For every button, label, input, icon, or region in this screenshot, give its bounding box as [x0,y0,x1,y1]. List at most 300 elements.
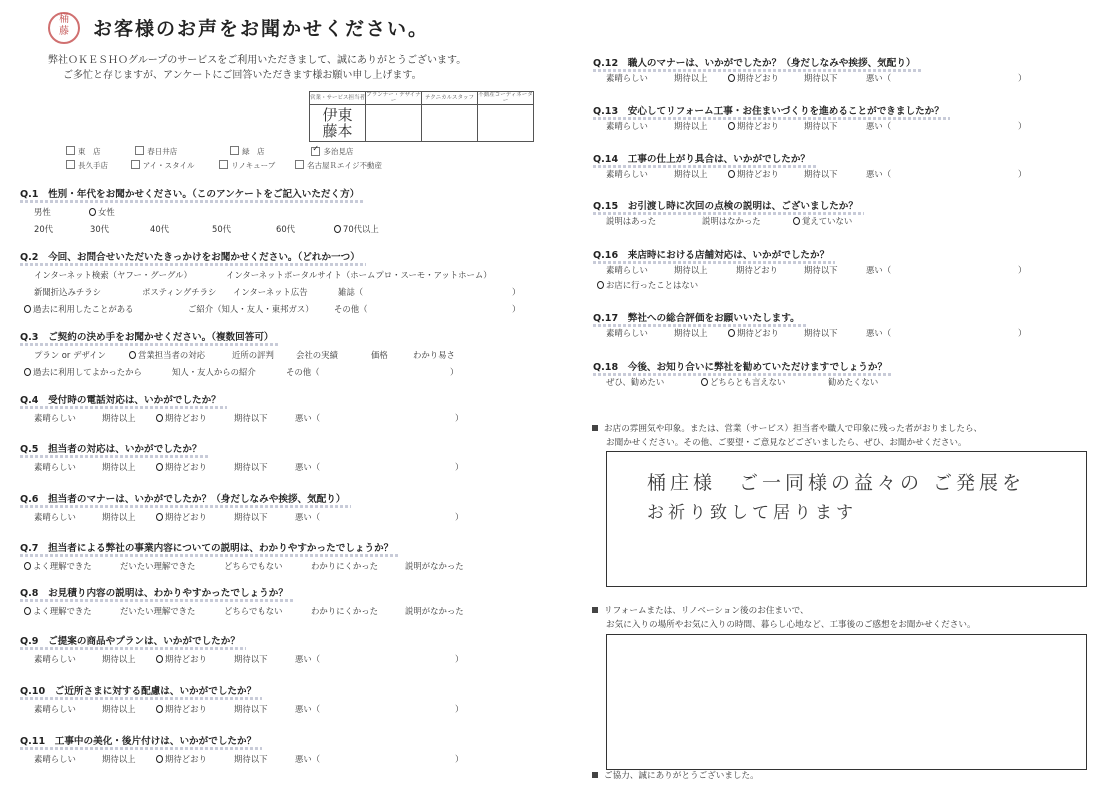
answer-option-label: どちらでもない [224,561,283,571]
answer-option[interactable] [276,223,295,235]
answer-option[interactable] [296,349,338,361]
right-question-6: Q.18 今後、お知り合いに弊社を勧めていただけますでしょうか？ [593,359,887,373]
question-underline [20,505,351,508]
answer-option-label: 期待どおり [165,462,207,472]
circled-selection-icon [597,281,604,289]
answer-option-label: だいたい理解できた [120,606,196,616]
answer-option[interactable] [405,605,464,617]
answer-option-label: 近所の評判 [232,350,274,360]
answer-option-label: わかり易さ [413,350,455,360]
answer-option[interactable] [311,560,378,572]
answer-option-label: 素晴らしい [34,654,76,664]
answer-option[interactable] [286,366,320,378]
circled-selection-icon [156,655,163,663]
answer-option-label: 期待以上 [102,512,136,522]
comment1-label: お店の雰囲気や印象。または、営業（サービス）担当者や職人で印象に残った者がおりましたら、 [592,422,982,434]
right-question-0: Q.12 職人のマナーは、いかがでしたか？（身だしなみや挨拶、気配り） [593,55,916,69]
comment1-label-2: お聞かせください。その他、ご要望・ご意見などございましたら、ぜひ、お聞かせください。 [606,438,967,448]
answer-option-label: 悪い（ [295,704,321,714]
answer-option-label: 期待以下 [234,704,268,714]
answer-option[interactable] [34,653,76,665]
answer-option-label: ） [455,654,464,664]
answer-option[interactable] [295,753,320,765]
answer-option[interactable] [413,349,455,361]
answer-option[interactable] [234,511,268,523]
answer-option[interactable] [606,376,664,388]
answer-option-label: ぜひ、勧めたい [606,377,665,387]
answer-option-label: 素晴らしい [606,121,648,131]
answer-option-label: 期待どおり [737,328,779,338]
answer-option-label: ご紹介（知人・友人・東邦ガス） [188,304,314,314]
shop-option[interactable]: アイ・スタイル [131,161,195,170]
answer-option-label: 期待以下 [804,73,838,83]
answer-option[interactable] [102,653,136,665]
answer-option[interactable] [405,560,464,572]
answer-option-label: 素晴らしい [34,413,76,423]
answer-option[interactable] [736,264,778,276]
answer-option-label: 素晴らしい [34,754,76,764]
answer-option-selected[interactable] [24,366,142,378]
answer-option-label: 説明がなかった [405,606,464,616]
left-question-5: Q.6 担当者のマナーは、いかがでしたか？（身だしなみや挨拶、気配り） [20,491,345,505]
right-question-1: Q.13 安心してリフォーム工事・お住まいづくりを進めることができましたか？ [593,103,944,117]
answer-option-label: 悪い（ [866,73,892,83]
left-question-3: Q.4 受付時の電話対応は、いかがでしたか？ [20,392,221,406]
answer-option-selected[interactable] [156,461,207,473]
answer-option[interactable] [606,215,656,227]
answer-option-label: ） [1018,169,1027,179]
answer-option[interactable] [120,605,195,617]
answer-option-label: どちらでもない [224,606,283,616]
bullet-square-icon [592,607,598,613]
answer-option[interactable] [34,206,51,218]
answer-option-label: 価格 [371,350,388,360]
answer-option[interactable] [188,303,314,315]
answer-option[interactable] [295,461,320,473]
answer-option[interactable] [804,327,838,339]
answer-option[interactable] [295,653,320,665]
answer-option-label: 期待以上 [674,328,708,338]
answer-paren-close [1018,264,1026,276]
answer-option-label: よく理解できた [33,561,92,571]
left-question-10: Q.11 工事中の美化・後片付けは、いかがでしたか？ [20,733,256,747]
answer-option[interactable] [606,168,648,180]
answer-option[interactable] [234,461,268,473]
circled-selection-icon [701,378,708,386]
answer-option-label: 悪い（ [295,413,321,423]
answer-paren-close [455,412,463,424]
answer-option-label: 期待以上 [102,704,136,714]
comment1-box[interactable] [606,451,1087,587]
circled-selection-icon [89,208,96,216]
answer-option-label: だいたい理解できた [120,561,196,571]
answer-paren-close [455,461,463,473]
answer-paren-close [455,703,463,715]
answer-option-label: 素晴らしい [34,704,76,714]
answer-option[interactable] [102,753,136,765]
shop-option-checked[interactable]: ✓ 多治見店 [311,147,353,156]
circled-selection-icon [156,513,163,521]
staff-header-technical: テクニカルスタッフ [422,92,478,105]
answer-option[interactable] [224,560,283,572]
answer-option-label: ） [512,287,521,297]
answer-option-label: 営業担当者の対応 [138,350,205,360]
comment2-label: リフォームまたは、リノベーション後のお住まいで、 [592,604,809,616]
answer-option[interactable] [234,703,268,715]
answer-option-selected[interactable] [728,168,779,180]
answer-option-label: 過去に利用してよかったから [33,367,142,377]
answer-paren-close [455,653,463,665]
answer-option[interactable] [804,168,838,180]
answer-option-selected[interactable] [701,376,785,388]
answer-option-label: 50代 [212,224,232,234]
page-title: お客様のお声をお聞かせください。 [93,18,430,40]
question-underline [20,647,246,650]
circled-selection-icon [24,607,31,615]
handwritten-comment-line-2: お祈り致して居ります [647,503,857,523]
answer-option-label: ） [1018,265,1027,275]
answer-option[interactable] [334,303,368,315]
answer-option-label: 期待以上 [102,462,136,472]
answer-option-label: どちらとも言えない [710,377,786,387]
answer-option-label: 70代以上 [343,224,379,234]
shop-option[interactable]: 東 店 [66,147,101,156]
shop-option[interactable]: 春日井店 [135,147,177,156]
answer-option-label: 期待どおり [165,704,207,714]
answer-option-label: ） [450,367,459,377]
question-underline [20,599,294,602]
intro-line-2: ご多忙と存じますが、アンケートにご回答いただきます様お願い申し上げます。 [63,70,422,81]
staff-header-planner: プランナー・デザイナー [366,92,421,104]
circled-selection-icon [24,368,31,376]
answer-option[interactable] [224,605,283,617]
left-question-2: Q.3 ご契約の決め手をお聞かせください。（複数回答可） [20,329,274,343]
circled-selection-icon [728,74,735,82]
handwritten-comment-line-1: 桶庄様 ご一同様の益々の ご発展を [647,472,1026,494]
answer-option-selected[interactable] [728,72,779,84]
shop-option[interactable]: リノキューブ [219,161,275,170]
question-underline [20,747,262,750]
answer-option-label: 素晴らしい [606,169,648,179]
answer-option-label: 新聞折込みチラシ [34,287,101,297]
answer-option-label: 30代 [90,224,110,234]
answer-option-label: 期待以上 [674,121,708,131]
circled-selection-icon [334,225,341,233]
answer-option-label: 期待以下 [234,413,268,423]
company-seal-stamp: 桶 藤 [48,12,80,44]
question-underline [20,455,208,458]
left-question-0: Q.1 性別・年代をお聞かせください。（このアンケートをご記入いただく方） [20,186,359,200]
answer-option[interactable] [674,264,708,276]
answer-option[interactable] [120,560,195,572]
answer-option[interactable] [674,72,708,84]
answer-option-label: 期待以上 [674,73,708,83]
answer-option-selected[interactable] [597,279,698,291]
answer-option[interactable] [606,120,648,132]
answer-option-label: 勧めたくない [828,377,879,387]
answer-option[interactable] [804,120,838,132]
answer-option-label: お店に行ったことはない [606,280,699,290]
left-question-7: Q.8 お見積り内容の説明は、わかりやすかったでしょうか？ [20,585,288,599]
answer-paren-close [512,286,520,298]
answer-option-label: 期待以上 [674,265,708,275]
answer-option[interactable] [828,376,878,388]
answer-option-label: 60代 [276,224,296,234]
answer-paren-close [1018,120,1026,132]
intro-line-1: 弊社ＯＫＥＳＨＯグループのサービスをご利用いただきまして、誠にありがとうございます。 [48,55,467,66]
question-underline [20,200,365,203]
answer-option-label: 雑誌（ [338,287,364,297]
answer-paren-close [450,366,458,378]
answer-option-label: 期待以下 [804,328,838,338]
answer-option-label: 素晴らしい [606,73,648,83]
answer-option[interactable] [142,286,216,298]
answer-option[interactable] [804,72,838,84]
answer-option[interactable] [674,327,708,339]
answer-option-label: 期待以下 [234,754,268,764]
answer-option-label: インターネット広告 [233,287,308,297]
answer-option-label: 素晴らしい [34,512,76,522]
answer-option-selected[interactable] [728,327,779,339]
answer-option-selected[interactable] [24,303,134,315]
right-question-3: Q.15 お引渡し時に次回の点検の説明は、ございましたか？ [593,198,858,212]
answer-option-label: 悪い（ [295,512,321,522]
question-underline [20,406,227,409]
answer-option-label: インターネット検索（ヤフー・グーグル） [34,270,192,280]
answer-option[interactable] [34,703,76,715]
answer-option[interactable] [34,412,76,424]
circled-selection-icon [793,217,800,225]
shop-option[interactable]: 緑 店 [230,147,265,156]
answer-option[interactable] [606,327,648,339]
answer-option[interactable] [371,349,388,361]
answer-option-label: 悪い（ [866,169,892,179]
answer-option-selected[interactable] [24,605,92,617]
answer-option[interactable] [866,168,891,180]
answer-option-label: 期待どおり [165,512,207,522]
question-underline [20,343,280,346]
answer-paren-close [1018,327,1026,339]
answer-option-label: 期待以上 [102,413,136,423]
answer-option-selected[interactable] [89,206,115,218]
question-underline [20,554,399,557]
answer-option-label: 説明がなかった [405,561,464,571]
answer-option-label: プラン or デザイン [34,350,106,360]
circled-selection-icon [129,351,136,359]
answer-option-label: よく理解できた [33,606,92,616]
answer-option-label: ポスティングチラシ [142,287,217,297]
shop-row-2 [66,160,382,171]
answer-option-label: わかりにくかった [311,606,378,616]
answer-option-label: 悪い（ [866,121,892,131]
answer-option-label: その他（ [334,304,368,314]
answer-option-label: 40代 [150,224,170,234]
answer-option-label: 期待以上 [102,754,136,764]
answer-option-label: 悪い（ [295,654,321,664]
answer-option[interactable] [34,349,106,361]
left-question-9: Q.10 ご近所さまに対する配慮は、いかがでしたか？ [20,683,256,697]
answer-paren-close [1018,72,1026,84]
answer-option-label: 過去に利用したことがある [33,304,134,314]
answer-option[interactable] [34,753,76,765]
answer-option-selected[interactable] [156,412,207,424]
answer-option-selected[interactable] [793,215,852,227]
circled-selection-icon [24,305,31,313]
answer-option[interactable] [338,286,363,298]
answer-option-label: ） [455,754,464,764]
answer-option-selected[interactable] [129,349,205,361]
answer-option[interactable] [102,703,136,715]
answer-option-label: 素晴らしい [606,328,648,338]
answer-option[interactable] [804,264,838,276]
answer-option-label: 悪い（ [866,328,892,338]
answer-option-label: 覚えていない [802,216,853,226]
answer-option[interactable] [102,412,136,424]
left-question-1: Q.2 今回、お問合せいただいたきっかけをお聞かせください。（どれか一つ） [20,249,360,263]
footer-thanks: ご協力、誠にありがとうございました。 [592,769,759,781]
answer-option[interactable] [866,72,891,84]
answer-option[interactable] [674,120,708,132]
answer-option-label: ） [1018,328,1027,338]
answer-option-selected[interactable] [156,511,207,523]
answer-option[interactable] [866,264,891,276]
answer-option[interactable] [34,223,53,235]
answer-option[interactable] [34,511,76,523]
answer-option-selected[interactable] [728,120,779,132]
answer-option-label: 素晴らしい [34,462,76,472]
answer-option[interactable] [234,653,268,665]
answer-option[interactable] [702,215,761,227]
answer-option[interactable] [34,286,101,298]
answer-option[interactable] [232,349,274,361]
answer-option[interactable] [233,286,308,298]
right-question-2: Q.14 工事の仕上がり具合は、いかがでしたか？ [593,151,810,165]
staff-signature-realestate[interactable] [478,105,534,142]
answer-option-label: 期待以下 [804,121,838,131]
answer-option-label: 期待以下 [234,654,268,664]
question-underline [20,697,262,700]
answer-option-selected[interactable] [334,223,379,235]
answer-option-label: インターネットポータルサイト（ホームプロ・スーモ・アットホーム） [226,270,492,280]
staff-header-sales: 営業・サービス担当者 [310,92,366,105]
answer-option[interactable] [34,269,192,281]
answer-option[interactable] [172,366,256,378]
answer-option[interactable] [674,168,708,180]
right-question-5: Q.17 弊社への総合評価をお願いいたします。 [593,310,800,324]
answer-option-label: 説明はなかった [702,216,761,226]
answer-option-label: 素晴らしい [606,265,648,275]
left-question-8: Q.9 ご提案の商品やプランは、いかがでしたか？ [20,633,240,647]
answer-option[interactable] [212,223,231,235]
answer-option-label: 悪い（ [295,754,321,764]
answer-option-label: 期待どおり [737,73,779,83]
answer-option-label: 説明はあった [606,216,657,226]
answer-option-label: 期待以下 [234,462,268,472]
comment2-label-2: お気に入りの場所やお気に入りの時間、暮らし心地など、工事後のご感想をお聞かせください。 [606,620,976,630]
staff-signature-sales[interactable] [310,105,366,142]
answer-option-label: 期待どおり [736,265,778,275]
answer-option-label: ） [1018,73,1027,83]
circled-selection-icon [728,122,735,130]
answer-option-label: 悪い（ [295,462,321,472]
answer-option[interactable] [102,461,136,473]
answer-option-label: 期待どおり [165,654,207,664]
answer-option-label: 期待以上 [102,654,136,664]
answer-option-label: 期待どおり [165,413,207,423]
staff-signature-text: 伊東 藤本 [322,106,353,140]
answer-option-label: ） [1018,121,1027,131]
answer-option-label: 20代 [34,224,54,234]
answer-option-label: わかりにくかった [311,561,378,571]
staff-header-realestate: 不動産コーディネーター [478,92,533,104]
answer-option[interactable] [866,120,891,132]
answer-option-label: 悪い（ [866,265,892,275]
answer-option-label: ） [455,512,464,522]
answer-option-label: その他（ [286,367,320,377]
answer-option-label: 男性 [34,207,51,217]
bullet-square-icon [592,425,598,431]
answer-option[interactable] [234,753,268,765]
answer-option-selected[interactable] [156,703,207,715]
staff-signature-planner[interactable] [366,105,422,142]
circled-selection-icon [156,705,163,713]
left-question-4: Q.5 担当者の対応は、いかがでしたか？ [20,441,202,455]
answer-option[interactable] [606,72,648,84]
answer-option-label: ） [455,413,464,423]
staff-table [309,91,534,142]
answer-option-selected[interactable] [24,560,92,572]
answer-option[interactable] [295,703,320,715]
bullet-square-icon [592,772,598,778]
circled-selection-icon [728,170,735,178]
circled-selection-icon [156,414,163,422]
answer-option-label: ） [512,304,521,314]
answer-option[interactable] [150,223,169,235]
answer-option[interactable] [866,327,891,339]
circled-selection-icon [156,755,163,763]
answer-option[interactable] [234,412,268,424]
answer-option[interactable] [295,511,320,523]
answer-option-label: 知人・友人からの紹介 [172,367,256,377]
answer-option[interactable] [606,264,648,276]
answer-option[interactable] [90,223,109,235]
answer-option-label: ） [455,704,464,714]
shop-option[interactable]: 長久手店 [66,161,108,170]
answer-option[interactable] [311,605,378,617]
answer-option[interactable] [102,511,136,523]
answer-option-label: 期待どおり [737,121,779,131]
shop-option[interactable]: 名古屋Ｒエイジ不動産 [295,161,382,170]
answer-paren-close [455,511,463,523]
answer-option-label: 期待以下 [804,169,838,179]
answer-paren-close [455,753,463,765]
shop-row-1 [66,146,353,157]
answer-option-label: 期待どおり [165,754,207,764]
answer-option-label: 期待以上 [674,169,708,179]
staff-signature-technical[interactable] [422,105,478,142]
comment2-box[interactable] [606,634,1087,770]
answer-paren-close [512,303,520,315]
circled-selection-icon [24,562,31,570]
answer-option-label: 女性 [98,207,115,217]
answer-option[interactable] [226,269,492,281]
answer-option[interactable] [34,461,76,473]
answer-option-selected[interactable] [156,753,207,765]
answer-option-selected[interactable] [156,653,207,665]
answer-option-label: 期待どおり [737,169,779,179]
right-question-4: Q.16 来店時における店舗対応は、いかがでしたか？ [593,247,829,261]
answer-option[interactable] [295,412,320,424]
